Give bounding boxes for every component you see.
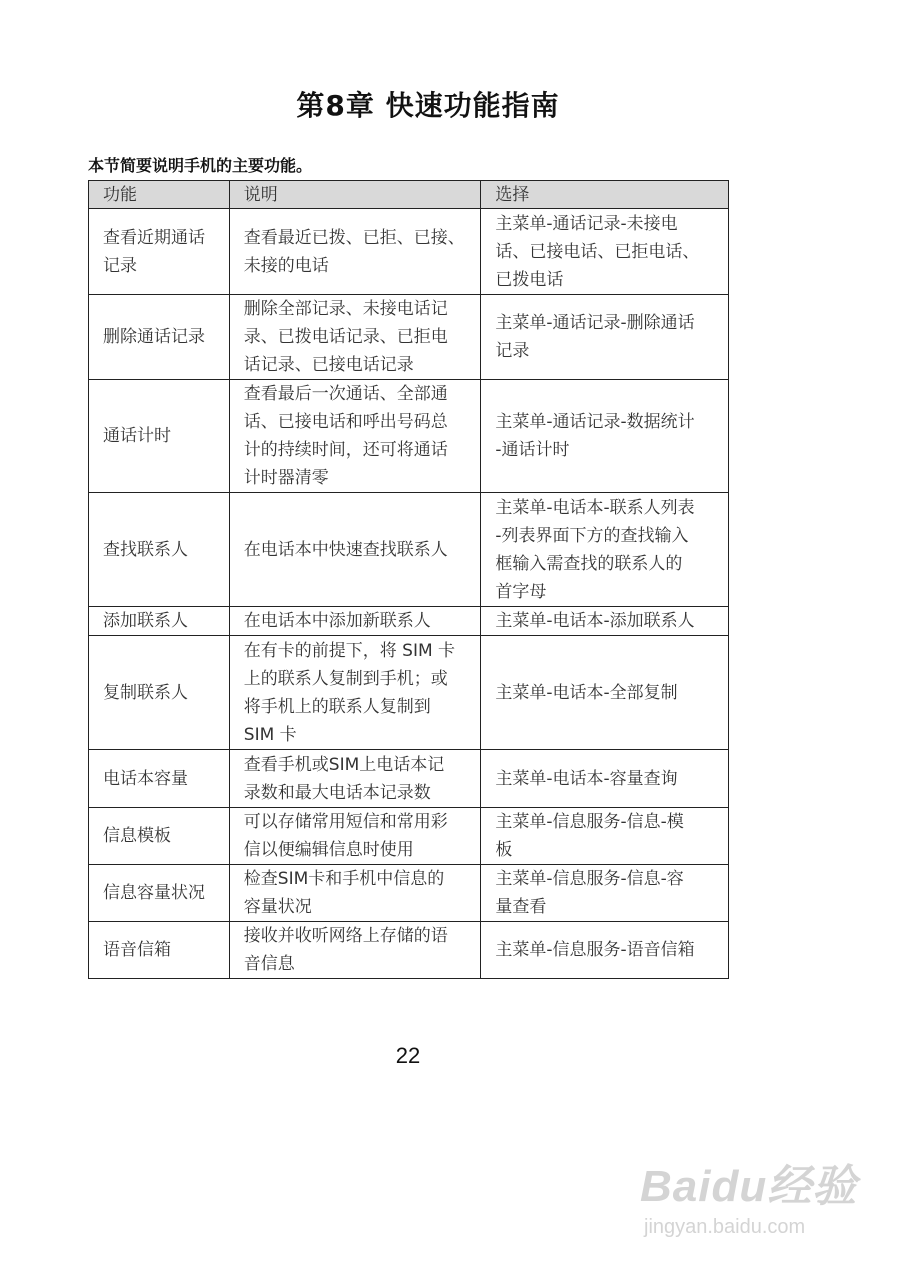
table-row xyxy=(89,295,729,380)
table-row xyxy=(89,865,729,922)
intro-text: 本节简要说明手机的主要功能。 xyxy=(88,156,313,175)
table-row xyxy=(89,493,729,607)
cell-function: 删除通话记录 xyxy=(89,295,230,380)
cell-selection: 主菜单-电话本-添加联系人 xyxy=(481,607,729,636)
cell-description: 在电话本中快速查找联系人 xyxy=(229,493,481,607)
header-function: 功能 xyxy=(89,181,230,209)
feature-table xyxy=(88,180,729,979)
table-row xyxy=(89,636,729,750)
cell-description: 检查SIM卡和手机中信息的 容量状况 xyxy=(229,865,481,922)
cell-description: 可以存储常用短信和常用彩 信以便编辑信息时使用 xyxy=(229,808,481,865)
cell-function: 信息模板 xyxy=(89,808,230,865)
table-row xyxy=(89,380,729,493)
watermark-logo: Baidu经验 xyxy=(640,1162,858,1211)
cell-function: 添加联系人 xyxy=(89,607,230,636)
cell-function: 通话计时 xyxy=(89,380,230,493)
cell-description: 查看最后一次通话、全部通 话、已接电话和呼出号码总 计的持续时间，还可将通话 计时器清零 xyxy=(229,380,481,493)
header-selection: 选择 xyxy=(481,181,729,209)
cell-function: 信息容量状况 xyxy=(89,865,230,922)
cell-selection: 主菜单-通话记录-数据统计 -通话计时 xyxy=(481,380,729,493)
cell-description: 删除全部记录、未接电话记 录、已拨电话记录、已拒电 话记录、已接电话记录 xyxy=(229,295,481,380)
table-row xyxy=(89,808,729,865)
cell-description: 在有卡的前提下，将 SIM 卡 上的联系人复制到手机；或 将手机上的联系人复制到 SIM 卡 xyxy=(229,636,481,750)
cell-selection: 主菜单-信息服务-语音信箱 xyxy=(481,922,729,979)
cell-description: 在电话本中添加新联系人 xyxy=(229,607,481,636)
cell-description: 查看手机或SIM上电话本记 录数和最大电话本记录数 xyxy=(229,750,481,808)
cell-selection: 主菜单-电话本-容量查询 xyxy=(481,750,729,808)
cell-function: 查找联系人 xyxy=(89,493,230,607)
cell-description: 接收并收听网络上存储的语 音信息 xyxy=(229,922,481,979)
cell-function: 电话本容量 xyxy=(89,750,230,808)
cell-function: 语音信箱 xyxy=(89,922,230,979)
cell-selection: 主菜单-电话本-全部复制 xyxy=(481,636,729,750)
page-number: 22 xyxy=(395,1043,421,1068)
cell-function: 复制联系人 xyxy=(89,636,230,750)
cell-function: 查看近期通话 记录 xyxy=(89,209,230,295)
table-row xyxy=(89,209,729,295)
cell-selection: 主菜单-通话记录-未接电 话、已接电话、已拒电话、 已拨电话 xyxy=(481,209,729,295)
cell-selection: 主菜单-电话本-联系人列表 -列表界面下方的查找输入 框输入需查找的联系人的 首字母 xyxy=(481,493,729,607)
cell-selection: 主菜单-信息服务-信息-模 板 xyxy=(481,808,729,865)
table-header-row xyxy=(89,181,729,209)
cell-selection: 主菜单-通话记录-删除通话 记录 xyxy=(481,295,729,380)
table-row xyxy=(89,750,729,808)
table-row xyxy=(89,922,729,979)
watermark-url: jingyan.baidu.com xyxy=(644,1216,806,1238)
cell-selection: 主菜单-信息服务-信息-容 量查看 xyxy=(481,865,729,922)
chapter-title: 第8章 快速功能指南 xyxy=(296,89,560,122)
header-description: 说明 xyxy=(229,181,481,209)
table-row xyxy=(89,607,729,636)
cell-description: 查看最近已拨、已拒、已接、 未接的电话 xyxy=(229,209,481,295)
baidu-watermark xyxy=(640,1150,857,1239)
